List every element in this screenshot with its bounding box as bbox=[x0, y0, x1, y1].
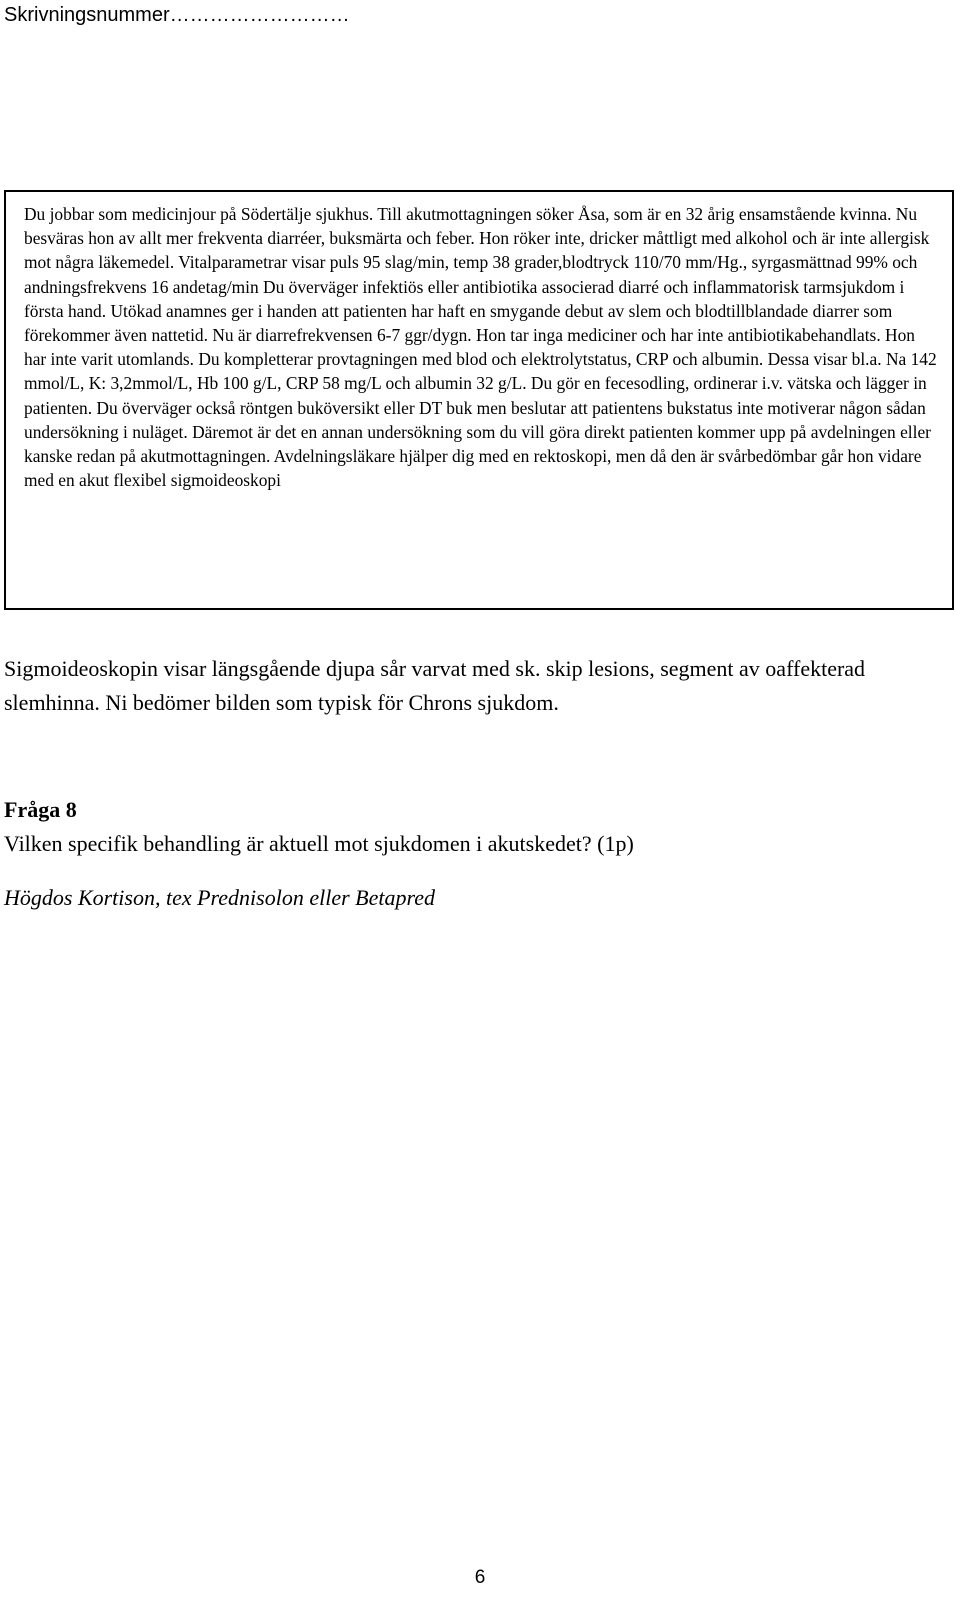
exam-number-label: Skrivningsnummer……………………… bbox=[4, 4, 350, 26]
sigmoidoscopy-finding: Sigmoideoskopin visar längsgående djupa sår varvat med sk. skip lesions, segment av oaffekterad slemhinna. Ni bedömer bilden som typisk för Chrons sjukdom. bbox=[4, 656, 866, 715]
question-title: Fråga 8 bbox=[4, 797, 77, 822]
answer-text: Högdos Kortison, tex Prednisolon eller Betapred bbox=[4, 885, 435, 910]
page-number: 6 bbox=[474, 1567, 486, 1588]
case-description-box bbox=[4, 190, 954, 610]
case-description-text: Du jobbar som medicinjour på Södertälje sjukhus. Till akutmottagningen söker Åsa, som är en 32 årig ensamstående kvinna. Nu besväras hon av allt mer frekventa diarréer, buksmärta och feber. Hon röker inte, dricker måttligt med alkohol och är inte allergisk mot några läkemedel. Vitalparametrar visar puls 95 slag/min, temp 38 grader,blodtryck 110/70 mm/Hg., syrgasmättnad 99% och andningsfrekvens 16 andetag/min Du överväger infektiös eller antibiotika associerad diarré och inflammatorisk tarmsjukdom i första hand. Utökad anamnes ger i handen att patienten har haft en smygande debut av slem och blodtillblandade diarrer som förekommer även nattetid. Nu är diarrefrekvensen 6-7 ggr/dygn. Hon tar inga mediciner och har inte antibiotikabehandlats. Hon har inte varit utomlands. Du kompletterar provtagningen med blod och elektrolytstatus, CRP och albumin. Dessa visar bl.a. Na 142 mmol/L, K: 3,2mmol/L, Hb 100 g/L, CRP 58 mg/L och albumin 32 g/L. Du gör en fecesodling, ordinerar i.v. vätska och lägger in patienten. Du överväger också röntgen buköversikt eller DT buk men beslutar att patientens bukstatus inte motiverar någon sådan undersökning i nuläget. Däremot är det en annan undersökning som du vill göra direkt patienten kommer upp på avdelningen eller kanske redan på akutmottagningen. Avdelningsläkare hjälper dig med en rektoskopi, men då den är svårbedömbar går hon vidare med en akut flexibel sigmoideoskopi bbox=[24, 204, 937, 491]
question-text: Vilken specifik behandling är aktuell mot sjukdomen i akutskedet? (1p) bbox=[4, 831, 634, 856]
